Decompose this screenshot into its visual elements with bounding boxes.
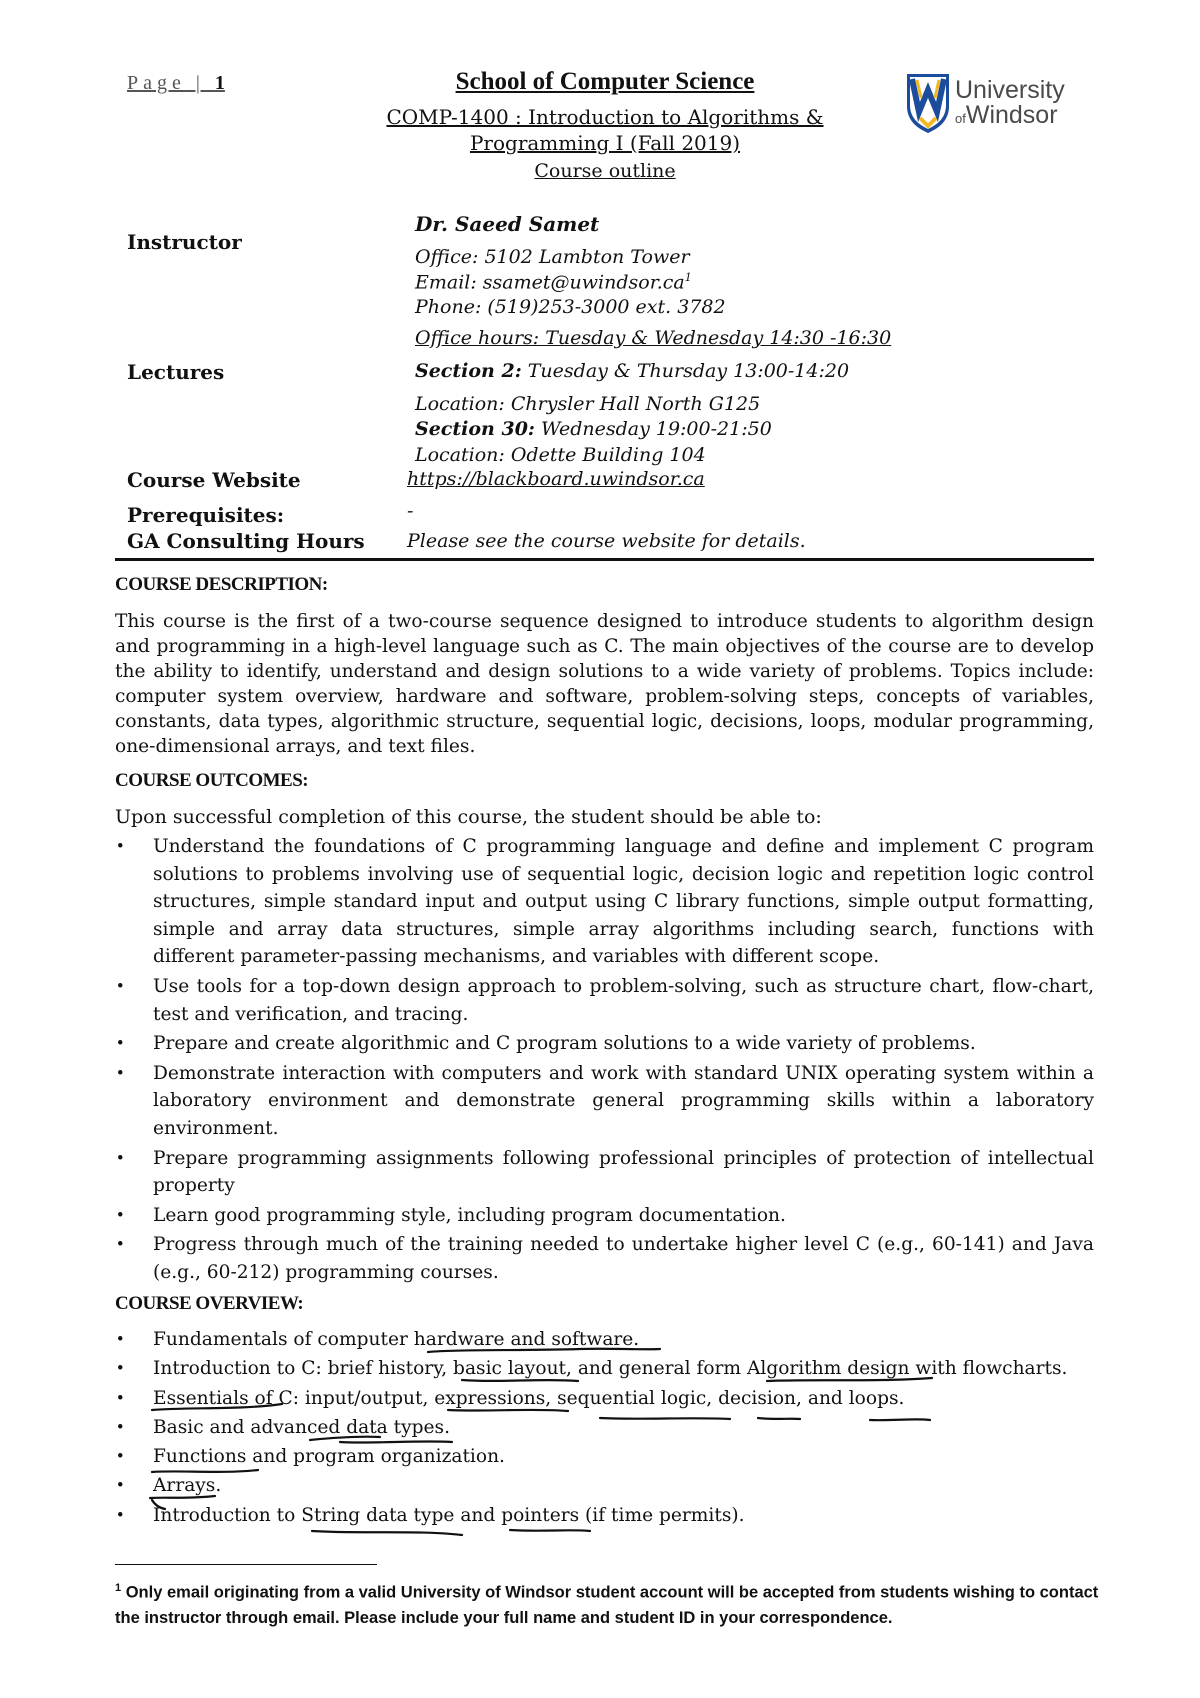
section2-location: Location: Chrysler Hall North G125: [415, 393, 761, 415]
pen-underline: [510, 1530, 590, 1531]
section30-time: Wednesday 19:00-21:50: [534, 418, 772, 440]
list-item: • Learn good programming style, including program documentation.: [115, 1202, 1094, 1230]
list-item: • Fundamentals of computer hardware and software.: [115, 1325, 1094, 1354]
footnote-number: 1: [115, 1582, 122, 1594]
course-title-line1: COMP-1400 : Introduction to Algorithms &: [386, 105, 824, 129]
footnote: [115, 1576, 1105, 1631]
description-heading: COURSE DESCRIPTION:: [115, 574, 328, 595]
page-number: Page | 1: [127, 72, 225, 94]
section2-info: [415, 360, 849, 382]
outcomes-list: [115, 833, 1094, 1289]
list-item: • Demonstrate interaction with computers and work with standard UNIX operating system within a laboratory environment and demonstrate general programming skills within a laboratory environment.: [115, 1060, 1094, 1143]
section30-label: Section 30:: [415, 418, 535, 440]
prereq-value: -: [407, 500, 414, 522]
instructor-label: Instructor: [127, 230, 242, 254]
pen-underline: [312, 1531, 462, 1535]
phone-info: Phone: (519)253-3000 ext. 3782: [415, 296, 726, 318]
description-text: This course is the first of a two-course sequence designed to introduce students to algorithm design and programming in a high-level language such as C. The main objectives of the course are to develop the ability to identify, understand and design solutions to a wide variety of problems. Topics include: computer system overview, hardware and software, problem-solving steps, concepts of variables, constants, data types, algorithmic structure, sequential logic, decisions, loops, modular programming, one-dimensional arrays, and text files.: [115, 611, 1094, 757]
email-info: [415, 271, 692, 293]
list-item: • Progress through much of the training needed to undertake higher level C (e.g., 60-141) and Java (e.g., 60-212) programming courses.: [115, 1231, 1094, 1286]
list-item: • Arrays.: [115, 1471, 1094, 1500]
section30-info: [415, 418, 772, 440]
list-item: • Understand the foundations of C programming language and define and implement C program solutions to problems involving use of sequential logic, decision logic and repetition logic control structures, simple standard input and output using C library functions, simple output formatting, simple and array data structures, simple array algorithms including search, functions with different parameter-passing mechanisms, and variables with different scope.: [115, 833, 1094, 971]
list-item: • Introduction to C: brief history, basic layout, and general form Algorithm design with flowcharts.: [115, 1354, 1094, 1383]
email-text[interactable]: Email: ssamet@uwindsor.ca: [415, 271, 685, 294]
logo-wordmark: [955, 78, 1065, 131]
instructor-name: Dr. Saeed Samet: [415, 212, 600, 236]
header-divider: [115, 558, 1094, 561]
overview-list: [115, 1325, 1094, 1530]
prereq-label: Prerequisites:: [127, 503, 285, 527]
ga-value: Please see the course website for details.: [407, 530, 806, 552]
footnote-text: Only email originating from a valid University of Windsor student account will be accepted from students wishing to contact the instructor through email. Please include your full name and student ID in your correspondence.: [115, 1583, 1099, 1627]
school-title: School of Computer Science: [455, 68, 755, 95]
section2-label: Section 2:: [415, 360, 522, 382]
shield-crest-icon: [905, 72, 951, 134]
list-item: • Functions and program organization.: [115, 1442, 1094, 1471]
footnote-divider: [115, 1564, 377, 1565]
website-link[interactable]: https://blackboard.uwindsor.ca: [407, 468, 705, 490]
section2-time: Tuesday & Thursday 13:00-14:20: [521, 360, 850, 382]
list-item: • Essentials of C: input/output, expressions, sequential logic, decision, and loops.: [115, 1384, 1094, 1413]
office-hours: Office hours: Tuesday & Wednesday 14:30 -16:30: [415, 327, 892, 349]
logo-windsor: Windsor: [965, 101, 1058, 129]
page-number-value: 1: [214, 72, 225, 94]
list-item: • Use tools for a top-down design approach to problem-solving, such as structure chart, flow-chart, test and verification, and tracing.: [115, 973, 1094, 1028]
section30-location: Location: Odette Building 104: [415, 444, 706, 466]
overview-heading: COURSE OVERVIEW:: [115, 1293, 304, 1314]
course-title-line2: Programming I (Fall 2019): [469, 131, 741, 155]
ga-label: GA Consulting Hours: [127, 529, 365, 553]
list-item: • Basic and advanced data types.: [115, 1413, 1094, 1442]
email-footnote-ref: 1: [684, 271, 692, 284]
logo-of: of: [955, 111, 966, 126]
list-item: • Prepare programming assignments following professional principles of protection of intellectual property: [115, 1145, 1094, 1200]
outcomes-heading: COURSE OUTCOMES:: [115, 770, 309, 791]
page-label: Page: [127, 72, 186, 94]
university-logo: [905, 70, 1085, 142]
lectures-label: Lectures: [127, 360, 225, 384]
office-info: Office: 5102 Lambton Tower: [415, 246, 690, 268]
outline-label: Course outline: [534, 160, 676, 182]
logo-university: University: [955, 76, 1065, 104]
list-item: • Introduction to String data type and pointers (if time permits).: [115, 1501, 1094, 1530]
outcomes-intro: Upon successful completion of this course, the student should be able to:: [115, 806, 822, 828]
course-title: [330, 104, 880, 156]
list-item: • Prepare and create algorithmic and C program solutions to a wide variety of problems.: [115, 1030, 1094, 1058]
website-label: Course Website: [127, 468, 301, 492]
